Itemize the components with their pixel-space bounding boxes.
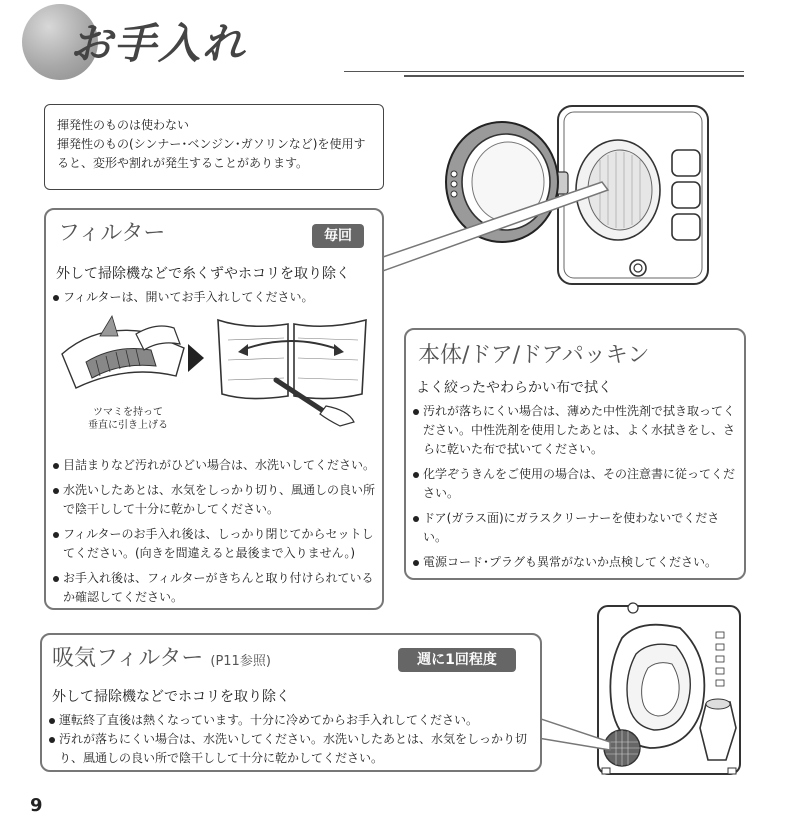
body-door-bullet: 電源コード･プラグも異常がないか点検してください。 (412, 553, 738, 572)
filter-title: フィルター (58, 221, 166, 246)
body-door-subtitle: よく絞ったやわらかい布で拭く (416, 380, 612, 396)
filter-note: フィルターは、開いてお手入れしてください。 (52, 288, 378, 307)
next-step-arrow-icon (188, 344, 204, 372)
filter-bullet-list (52, 456, 378, 607)
body-door-bullet: ドア(ガラス面)にガラスクリーナーを使わないでください。 (412, 509, 738, 547)
body-door-title: 本体/ドア/ドアパッキン (418, 343, 650, 368)
intake-filter-title-row (52, 645, 271, 676)
warning-text: 揮発性のもの(シンナー･ベンジン･ガソリンなど)を使用すると、変形や割れが発生することがあります。 (57, 137, 366, 170)
body-door-bullet: 汚れが落ちにくい場合は、薄めた中性洗剤で拭き取ってください。中性洗剤を使用したあとは、よく水拭きをし、さらに乾いた布で拭いてください。 (412, 402, 738, 459)
callout-pointer-filter (380, 180, 620, 280)
filter-caption (78, 406, 178, 432)
filter-open-illustration (208, 310, 378, 430)
intake-bullet: 汚れが落ちにくい場合は、水洗いしてください。水洗いしたあとは、水気をしっかり切り、風通しの良い所で陰干しして十分に乾かしてください。 (48, 730, 532, 768)
body-door-bullet-list (412, 402, 738, 572)
warning-heading: 揮発性のものは使わない (57, 118, 190, 132)
warning-box (44, 104, 384, 190)
filter-lift-illustration (56, 314, 196, 400)
filter-bullet: お手入れ後は、フィルターがきちんと取り付けられているか確認してください。 (52, 569, 378, 607)
body-door-section (404, 328, 746, 580)
filter-caption-line1: ツマミを持って (93, 407, 163, 418)
filter-bullet: 目詰まりなど汚れがひどい場合は、水洗いしてください。 (52, 456, 378, 475)
filter-bullet: フィルターのお手入れ後は、しっかり閉じてからセットしてください。(向きを間違えると最後まで入りません。) (52, 525, 378, 563)
filter-subtitle: 外して掃除機などで糸くずやホコリを取り除く (56, 266, 350, 282)
filter-section (44, 208, 384, 610)
page-title: お手入れ (70, 19, 247, 68)
intake-filter-section (40, 633, 542, 772)
filter-caption-line2: 垂直に引き上げる (88, 420, 168, 431)
callout-pointer-intake (538, 712, 622, 762)
intake-bullet: 運転終了直後は熱くなっています。十分に冷めてからお手入れしてください。 (48, 711, 532, 730)
intake-filter-subtitle: 外して掃除機などでホコリを取り除く (52, 689, 290, 705)
intake-filter-title: 吸気フィルター (52, 646, 204, 671)
filter-frequency-badge: 毎回 (312, 224, 364, 248)
intake-frequency-badge: 週に1回程度 (398, 648, 516, 672)
intake-filter-ref: (P11参照) (210, 654, 271, 669)
title-rule (344, 71, 744, 72)
body-door-bullet: 化学ぞうきんをご使用の場合は、その注意書に従ってください。 (412, 465, 738, 503)
page-number: 9 (30, 795, 43, 816)
title-rule-thick (404, 75, 744, 77)
filter-bullet: 水洗いしたあとは、水気をしっかり切り、風通しの良い所で陰干しして十分に乾かしてください。 (52, 481, 378, 519)
filter-note-list (52, 288, 378, 307)
intake-bullet-list (48, 711, 532, 768)
